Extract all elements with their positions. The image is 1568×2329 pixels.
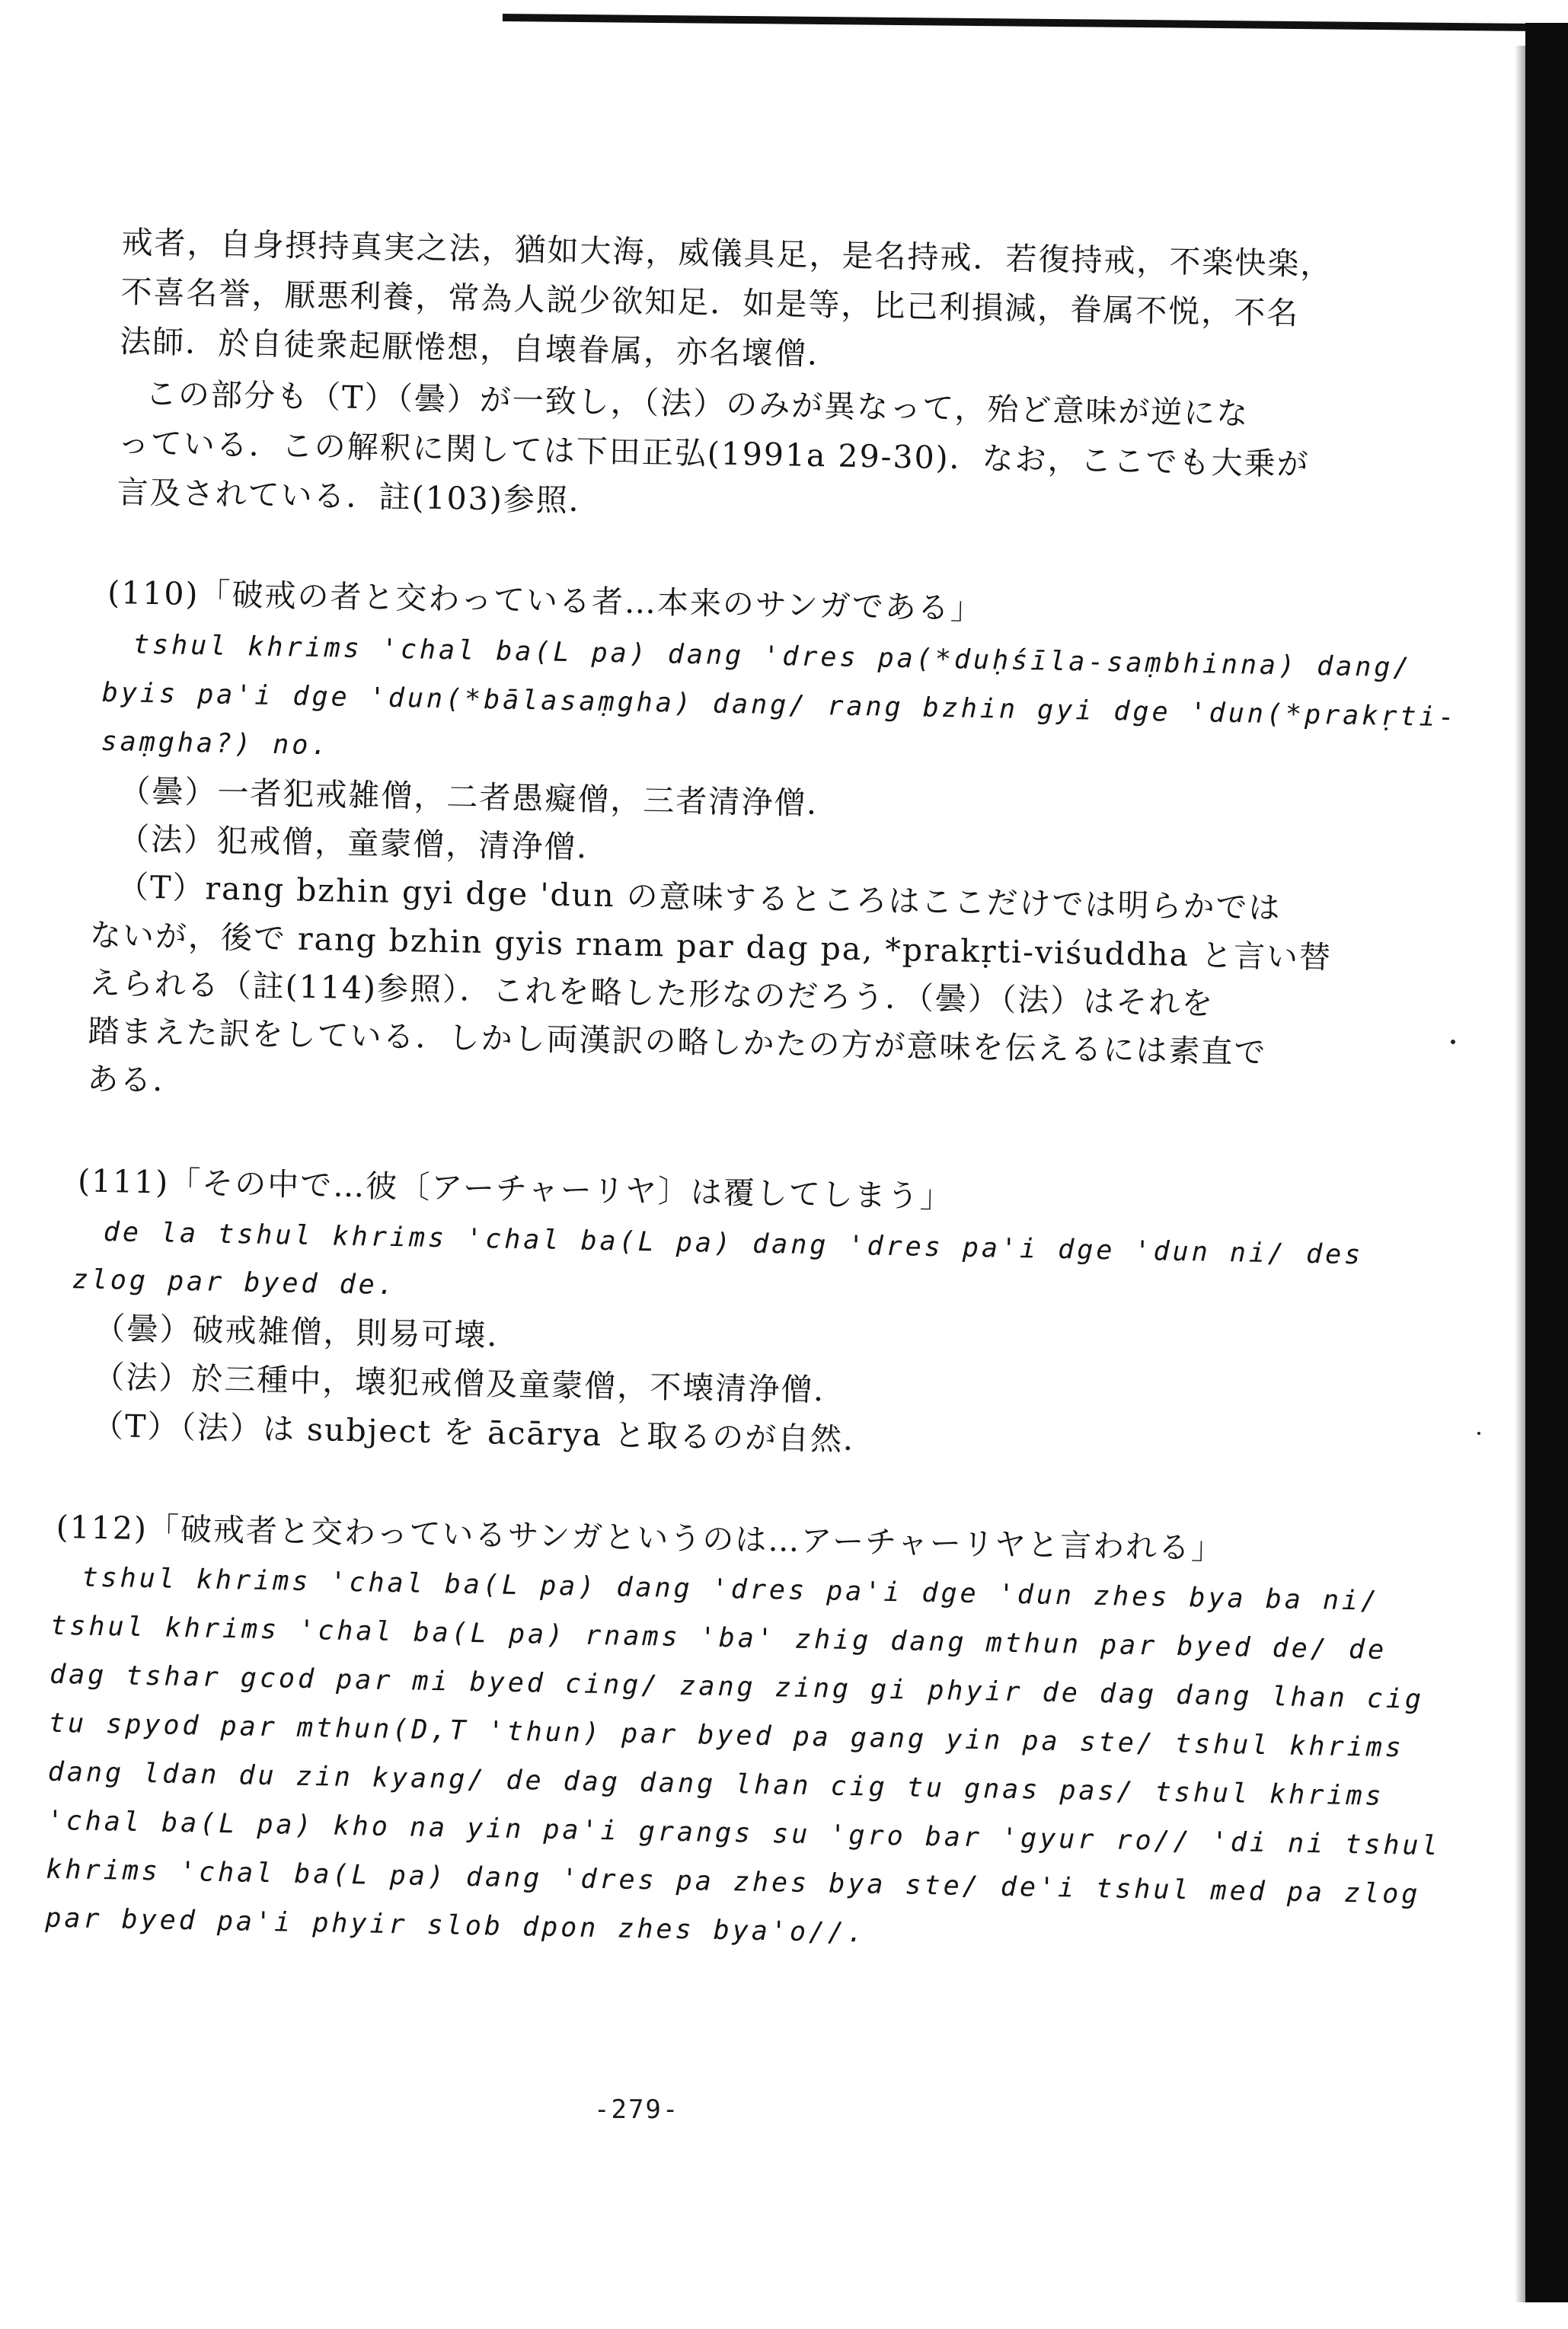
text-line: ないが，後で rang bzhin gyis rnam par dag pa, *prakṛti-viśuddha と言い替 bbox=[89, 916, 1333, 976]
text-line: 言及されている．註(103)参照． bbox=[117, 474, 602, 519]
tibetan-line: saṃgha?) no. bbox=[101, 726, 331, 762]
tibetan-line: tshul khrims 'chal ba(L pa) rnams 'ba' zhig dang mthun par byed de/ de bbox=[49, 1610, 1388, 1666]
tibetan-line: tshul khrims 'chal ba(L pa) dang 'dres pa(*duḥśīla-saṃbhinna) dang/ bbox=[133, 629, 1413, 684]
text-line: 法師．於自徒衆起厭惓想，自壊眷属，亦名壞僧． bbox=[119, 323, 841, 373]
tibetan-line: khrims 'chal ba(L pa) dang 'dres pa zhes bya ste/ de'i tshul med pa zlog bbox=[46, 1854, 1421, 1910]
note-heading-112: (112)「破戒者と交わっているサンガというのは…アーチャーリヤと言われる」 bbox=[56, 1508, 1225, 1567]
page-number: -279- bbox=[594, 2094, 680, 2125]
text-line: えられる（註(114)参照）．これを略した形なのだろう．（曇）（法）はそれを bbox=[88, 964, 1215, 1022]
text-line: この部分も（T）（曇）が一致し，（法）のみが異なって，殆ど意味が逆にな bbox=[145, 375, 1250, 433]
note-heading-111: (111)「その中で…彼〔アーチャーリヤ〕は覆してしまう」 bbox=[77, 1162, 953, 1216]
text-line: ある． bbox=[87, 1060, 186, 1099]
note-heading-110: (110)「破戒の者と交わっている者…本来のサンガである」 bbox=[107, 573, 984, 627]
tibetan-line: dag tshar gcod par mi byed cing/ zang zing gi phyir de dag dang lhan cig bbox=[49, 1659, 1425, 1715]
text-line: （T）rang bzhin gyi dge 'dun の意味するところはここだけでは明らかでは bbox=[117, 868, 1282, 927]
tibetan-line: zlog par byed de. bbox=[72, 1264, 398, 1302]
tibetan-line: 'chal ba(L pa) kho na yin pa'i grangs su 'gro bar 'gyur ro// 'di ni tshul bbox=[46, 1805, 1441, 1862]
tibetan-line: tu spyod par mthun(D,T 'thun) par byed pa gang yin pa ste/ tshul khrims bbox=[48, 1708, 1405, 1764]
text-line: （曇）一者犯戒雑僧，二者愚癡僧，三者清浄僧． bbox=[119, 772, 840, 823]
tibetan-line: dang ldan du zin kyang/ de dag dang lhan cig tu gnas pas/ tshul khrims bbox=[47, 1756, 1384, 1812]
text-line: （曇）破戒雑僧，則易可壊． bbox=[94, 1309, 520, 1354]
text-line: 戒者，自身摂持真実之法，猶如大海，威儀具足，是名持戒．若復持戒，不楽快楽， bbox=[121, 224, 1333, 283]
text-line: 踏まえた訳をしている．しかし両漢訳の略しかたの方が意味を伝えるには素直で bbox=[88, 1012, 1267, 1071]
text-line: （法）犯戒僧，童蒙僧，清浄僧． bbox=[117, 820, 610, 867]
tibetan-line: de la tshul khrims 'chal ba(L pa) dang 'dres pa'i dge 'dun ni/ des bbox=[103, 1216, 1364, 1271]
text-line: っている．この解釈に関しては下田正弘(1991a 29-30)．なお，ここでも大乗が bbox=[117, 424, 1311, 483]
tibetan-line: byis pa'i dge 'dun(*bālasaṃgha) dang/ rang bzhin gyi dge 'dun(*prakṛti- bbox=[101, 677, 1458, 733]
tibetan-line: par byed pa'i phyir slob dpon zhes bya'o//. bbox=[44, 1902, 867, 1949]
tibetan-line: tshul khrims 'chal ba(L pa) dang 'dres pa'i dge 'dun zhes bya ba ni/ bbox=[81, 1562, 1381, 1617]
text-line: （T）（法）は subject を ācārya と取るのが自然． bbox=[91, 1407, 877, 1458]
text-line: 不喜名誉，厭悪利養，常為人説少欲知足．如是等，比己利損減，眷属不悦，不名 bbox=[120, 273, 1300, 332]
text-line: （法）於三種中，壊犯戒僧及童蒙僧，不壊清浄僧． bbox=[92, 1358, 847, 1409]
